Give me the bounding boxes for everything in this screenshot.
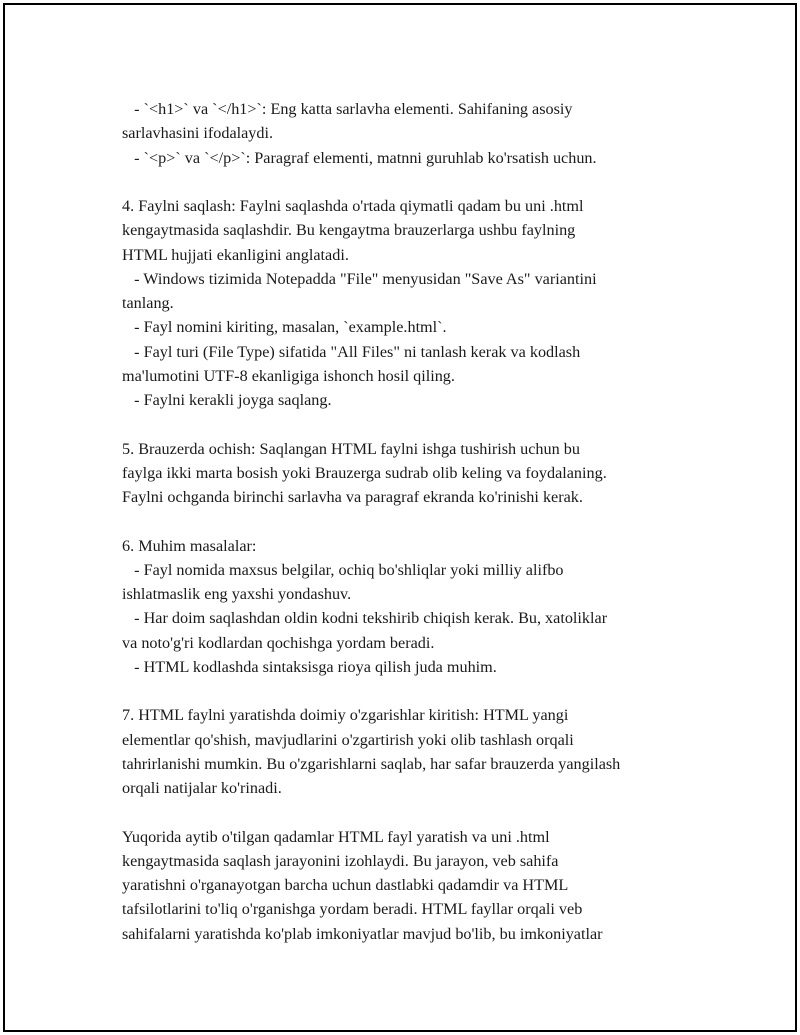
text-line: - Har doim saqlashdan oldin kodni tekshirib chiqish kerak. Bu, xatoliklar	[122, 609, 608, 628]
text-line: 6. Muhim masalalar:	[122, 536, 257, 555]
text-line: - `<p>` va `</p>`: Paragraf elementi, matnni guruhlab ko'rsatish uchun.	[122, 148, 597, 167]
text-line: - `<h1>` va `</h1>`: Eng katta sarlavha elementi. Sahifaning asosiy	[122, 100, 573, 118]
text-line: - Faylni kerakli joyga saqlang.	[122, 391, 332, 409]
blank-line	[122, 800, 702, 824]
text-line: sarlavhasini ifodalaydi.	[122, 124, 274, 143]
text-line: tahrirlanishi mumkin. Bu o'zgarishlarni saqlab, har safar brauzerda yangilash	[122, 754, 621, 773]
text-line: kengaytmasida saqlashdir. Bu kengaytma brauzerlarga ushbu faylning	[122, 221, 576, 240]
text-line: orqali natijalar ko'rinadi.	[122, 779, 282, 797]
text-line: 7. HTML faylni yaratishda doimiy o'zgarishlar kiritish: HTML yangi	[122, 706, 569, 725]
blank-line	[122, 679, 702, 703]
page-frame	[3, 3, 797, 1032]
text-line: tanlang.	[122, 294, 174, 312]
text-line: Faylni ochganda birinchi sarlavha va paragraf ekranda ko'rinishi kerak.	[122, 488, 583, 506]
text-line: 5. Brauzerda ochish: Saqlangan HTML faylni ishga tushirish uchun bu	[122, 439, 580, 458]
text-line: tafsilotlarini to'liq o'rganishga yordam beradi. HTML fayllar orqali veb	[122, 900, 583, 919]
text-line: va noto'g'ri kodlardan qochishga yordam beradi.	[122, 633, 435, 652]
text-line: yaratishni o'rganayotgan barcha uchun dastlabki qadamdir va HTML	[122, 876, 569, 894]
text-line: - Fayl nomida maxsus belgilar, ochiq bo'shliqlar yoki milliy alifbo	[122, 560, 564, 579]
text-line: - HTML kodlashda sintaksisga rioya qilish juda muhim.	[122, 657, 497, 676]
text-line: - Windows tizimida Notepadda "File" menyusidan "Save As" variantini	[122, 269, 597, 288]
blank-line	[122, 412, 702, 436]
text-line: - Fayl turi (File Type) sifatida "All Files" ni tanlash kerak va kodlash	[122, 342, 581, 361]
text-line: - Fayl nomini kiriting, masalan, `example.html`.	[122, 318, 447, 337]
text-line: kengaytmasida saqlash jarayonini izohlaydi. Bu jarayon, veb sahifa	[122, 851, 559, 870]
text-line: sahifalarni yaratishda ko'plab imkoniyatlar mavjud bo'lib, bu imkoniyatlar	[122, 924, 603, 943]
document-body	[122, 97, 702, 946]
blank-line	[122, 509, 702, 533]
text-line: Yuqorida aytib o'tilgan qadamlar HTML fayl yaratish va uni .html	[122, 827, 550, 846]
text-line: ishlatmaslik eng yaxshi yondashuv.	[122, 585, 352, 603]
blank-line	[122, 170, 702, 194]
text-line: faylga ikki marta bosish yoki Brauzerga sudrab olib keling va foydalaning.	[122, 463, 607, 482]
text-line: elementlar qo'shish, mavjudlarini o'zgartirish yoki olib tashlash orqali	[122, 730, 574, 749]
text-line: ma'lumotini UTF-8 ekanligiga ishonch hosil qiling.	[122, 366, 455, 385]
text-line: HTML hujjati ekanligini anglatadi.	[122, 245, 349, 264]
text-line: 4. Faylni saqlash: Faylni saqlashda o'rtada qiymatli qadam bu uni .html	[122, 197, 584, 215]
